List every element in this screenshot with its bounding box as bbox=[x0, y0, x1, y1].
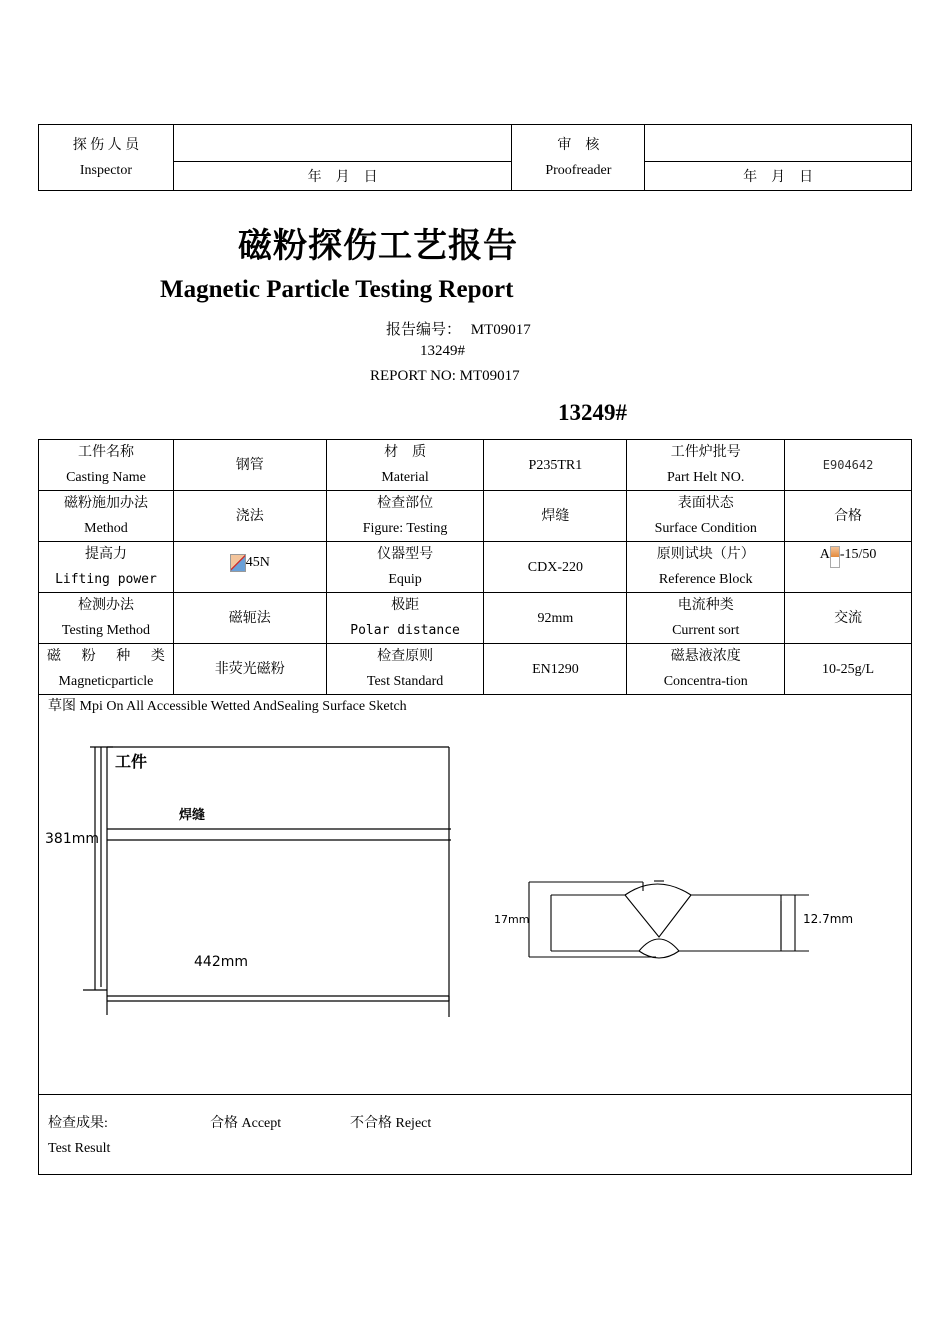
sketch-cell bbox=[39, 695, 912, 1095]
value-magnetic-particle[interactable]: 非荧光磁粉 bbox=[173, 644, 326, 695]
label-en: Polar distance bbox=[350, 623, 460, 638]
value-lifting-power[interactable] bbox=[173, 542, 326, 593]
label-cn: 检测办法 bbox=[77, 598, 134, 613]
label-casting-name bbox=[39, 440, 174, 491]
proofreader-label-cn: 审 核 bbox=[557, 137, 600, 153]
label-test-standard bbox=[326, 644, 484, 695]
label-cn: 材 质 bbox=[384, 445, 427, 460]
accept-option[interactable]: 合格 Accept bbox=[210, 1116, 282, 1131]
label-en: Current sort bbox=[672, 623, 740, 638]
table-row bbox=[39, 542, 912, 593]
label-polar-distance bbox=[326, 593, 484, 644]
report-title-cn: 磁粉探伤工艺报告 bbox=[238, 226, 518, 266]
sketch-caption: 草图 Mpi On All Accessible Wetted AndSealing Surface Sketch bbox=[48, 699, 407, 714]
lifting-power-text: 45N bbox=[245, 555, 270, 571]
workpiece-drawing bbox=[83, 747, 451, 1017]
inspector-label-cell bbox=[39, 125, 174, 191]
width-dimension: 442mm bbox=[194, 954, 248, 970]
label-cn-char: 粉 bbox=[81, 649, 96, 664]
label-equip bbox=[326, 542, 484, 593]
label-cn-char: 种 bbox=[116, 649, 131, 664]
weld-sketch bbox=[39, 695, 911, 1093]
value-polar-distance[interactable]: 92mm bbox=[484, 593, 627, 644]
proofreader-date-field[interactable]: 年 月 日 bbox=[645, 162, 912, 191]
value-part-helt-no[interactable]: E904642 bbox=[785, 440, 912, 491]
value-testing-method[interactable]: 磁轭法 bbox=[173, 593, 326, 644]
inspector-signature-field[interactable] bbox=[173, 125, 512, 162]
table-row bbox=[39, 491, 912, 542]
value-concentration[interactable]: 10-25g/L bbox=[785, 644, 912, 695]
label-en: Equip bbox=[388, 572, 422, 587]
label-figure-testing bbox=[326, 491, 484, 542]
label-reference-block bbox=[627, 542, 785, 593]
label-en: Material bbox=[381, 470, 429, 485]
ref-block-suffix: -15/50 bbox=[839, 547, 877, 562]
label-en: Figure: Testing bbox=[362, 521, 448, 536]
label-cn: 工件炉批号 bbox=[670, 445, 741, 460]
label-en: Part Helt NO. bbox=[667, 470, 745, 485]
proofreader-label-en: Proofreader bbox=[545, 162, 612, 178]
report-number-cn-label: 报告编号： bbox=[386, 322, 462, 338]
result-row bbox=[39, 1095, 912, 1175]
broken-image-icon bbox=[230, 554, 246, 572]
label-cn: 极距 bbox=[391, 598, 420, 613]
weld-label: 焊缝 bbox=[179, 808, 206, 823]
label-en: Magneticparticle bbox=[58, 674, 154, 689]
label-lifting-power bbox=[39, 542, 174, 593]
value-test-standard[interactable]: EN1290 bbox=[484, 644, 627, 695]
label-en: Lifting power bbox=[55, 572, 157, 587]
label-cn: 磁粉施加办法 bbox=[63, 496, 148, 511]
signoff-table bbox=[38, 124, 912, 191]
report-title-en: Magnetic Particle Testing Report bbox=[160, 276, 514, 303]
label-surface-condition bbox=[627, 491, 785, 542]
label-part-helt-no bbox=[627, 440, 785, 491]
label-current-sort bbox=[627, 593, 785, 644]
height-dimension: 381mm bbox=[45, 831, 99, 847]
label-en: Surface Condition bbox=[654, 521, 757, 536]
value-current-sort[interactable]: 交流 bbox=[785, 593, 912, 644]
result-label-cn: 检查成果: bbox=[48, 1116, 108, 1131]
label-en: Reference Block bbox=[658, 572, 753, 587]
label-magnetic-particle bbox=[39, 644, 174, 695]
table-row bbox=[39, 440, 912, 491]
label-method bbox=[39, 491, 174, 542]
report-number-cn bbox=[386, 318, 531, 339]
report-number-line2: 13249# bbox=[420, 343, 465, 359]
report-number-en: REPORT NO: MT09017 bbox=[370, 368, 520, 384]
table-row bbox=[39, 644, 912, 695]
report-number-cn-value: MT09017 bbox=[470, 322, 531, 338]
value-reference-block[interactable] bbox=[785, 542, 912, 593]
label-cn-char: 磁 bbox=[47, 649, 61, 664]
inspector-label-cn: 探 伤 人 员 bbox=[72, 137, 140, 153]
label-material bbox=[326, 440, 484, 491]
label-cn: 检查部位 bbox=[377, 496, 434, 511]
label-cn: 表面状态 bbox=[677, 496, 734, 511]
table-row bbox=[39, 593, 912, 644]
label-cn-char: 类 bbox=[150, 649, 165, 664]
label-cn: 提高力 bbox=[84, 547, 127, 562]
label-cn: 检查原则 bbox=[377, 649, 434, 664]
value-surface-condition[interactable]: 合格 bbox=[785, 491, 912, 542]
label-cn-spread bbox=[39, 644, 173, 669]
label-en: Testing Method bbox=[61, 623, 150, 638]
value-method[interactable]: 浇法 bbox=[173, 491, 326, 542]
sketch-row bbox=[39, 695, 912, 1095]
test-data-table bbox=[38, 439, 912, 1175]
value-casting-name[interactable]: 钢管 bbox=[173, 440, 326, 491]
reject-option[interactable]: 不合格 Reject bbox=[350, 1116, 432, 1131]
report-number-big: 13249# bbox=[558, 400, 627, 425]
result-cell bbox=[39, 1095, 912, 1175]
label-cn: 电流种类 bbox=[677, 598, 734, 613]
inspector-label-en: Inspector bbox=[79, 162, 132, 178]
thickness-right-dimension: 12.7mm bbox=[803, 912, 854, 926]
label-cn: 原则试块（片） bbox=[656, 547, 755, 562]
value-equip[interactable]: CDX-220 bbox=[484, 542, 627, 593]
label-en: Method bbox=[84, 521, 128, 536]
label-cn: 磁悬液浓度 bbox=[670, 649, 741, 664]
proofreader-signature-field[interactable] bbox=[645, 125, 912, 162]
weld-cross-section bbox=[529, 881, 809, 958]
ref-block-prefix: A bbox=[819, 547, 830, 562]
inspector-date-field[interactable]: 年 月 日 bbox=[173, 162, 512, 191]
proofreader-label-cell bbox=[512, 125, 645, 191]
thickness-left-dimension: 17mm bbox=[494, 913, 530, 926]
label-concentration bbox=[627, 644, 785, 695]
value-figure-testing[interactable]: 焊缝 bbox=[484, 491, 627, 542]
label-cn: 工件名称 bbox=[77, 445, 134, 460]
value-material[interactable]: P235TR1 bbox=[484, 440, 627, 491]
label-cn: 仪器型号 bbox=[377, 547, 434, 562]
broken-image-icon bbox=[830, 546, 840, 568]
label-en: Casting Name bbox=[66, 470, 146, 485]
label-testing-method bbox=[39, 593, 174, 644]
label-en: Concentra-tion bbox=[663, 674, 748, 689]
label-en: Test Standard bbox=[366, 674, 444, 689]
result-label-en: Test Result bbox=[48, 1141, 111, 1156]
workpiece-label: 工件 bbox=[115, 752, 148, 771]
